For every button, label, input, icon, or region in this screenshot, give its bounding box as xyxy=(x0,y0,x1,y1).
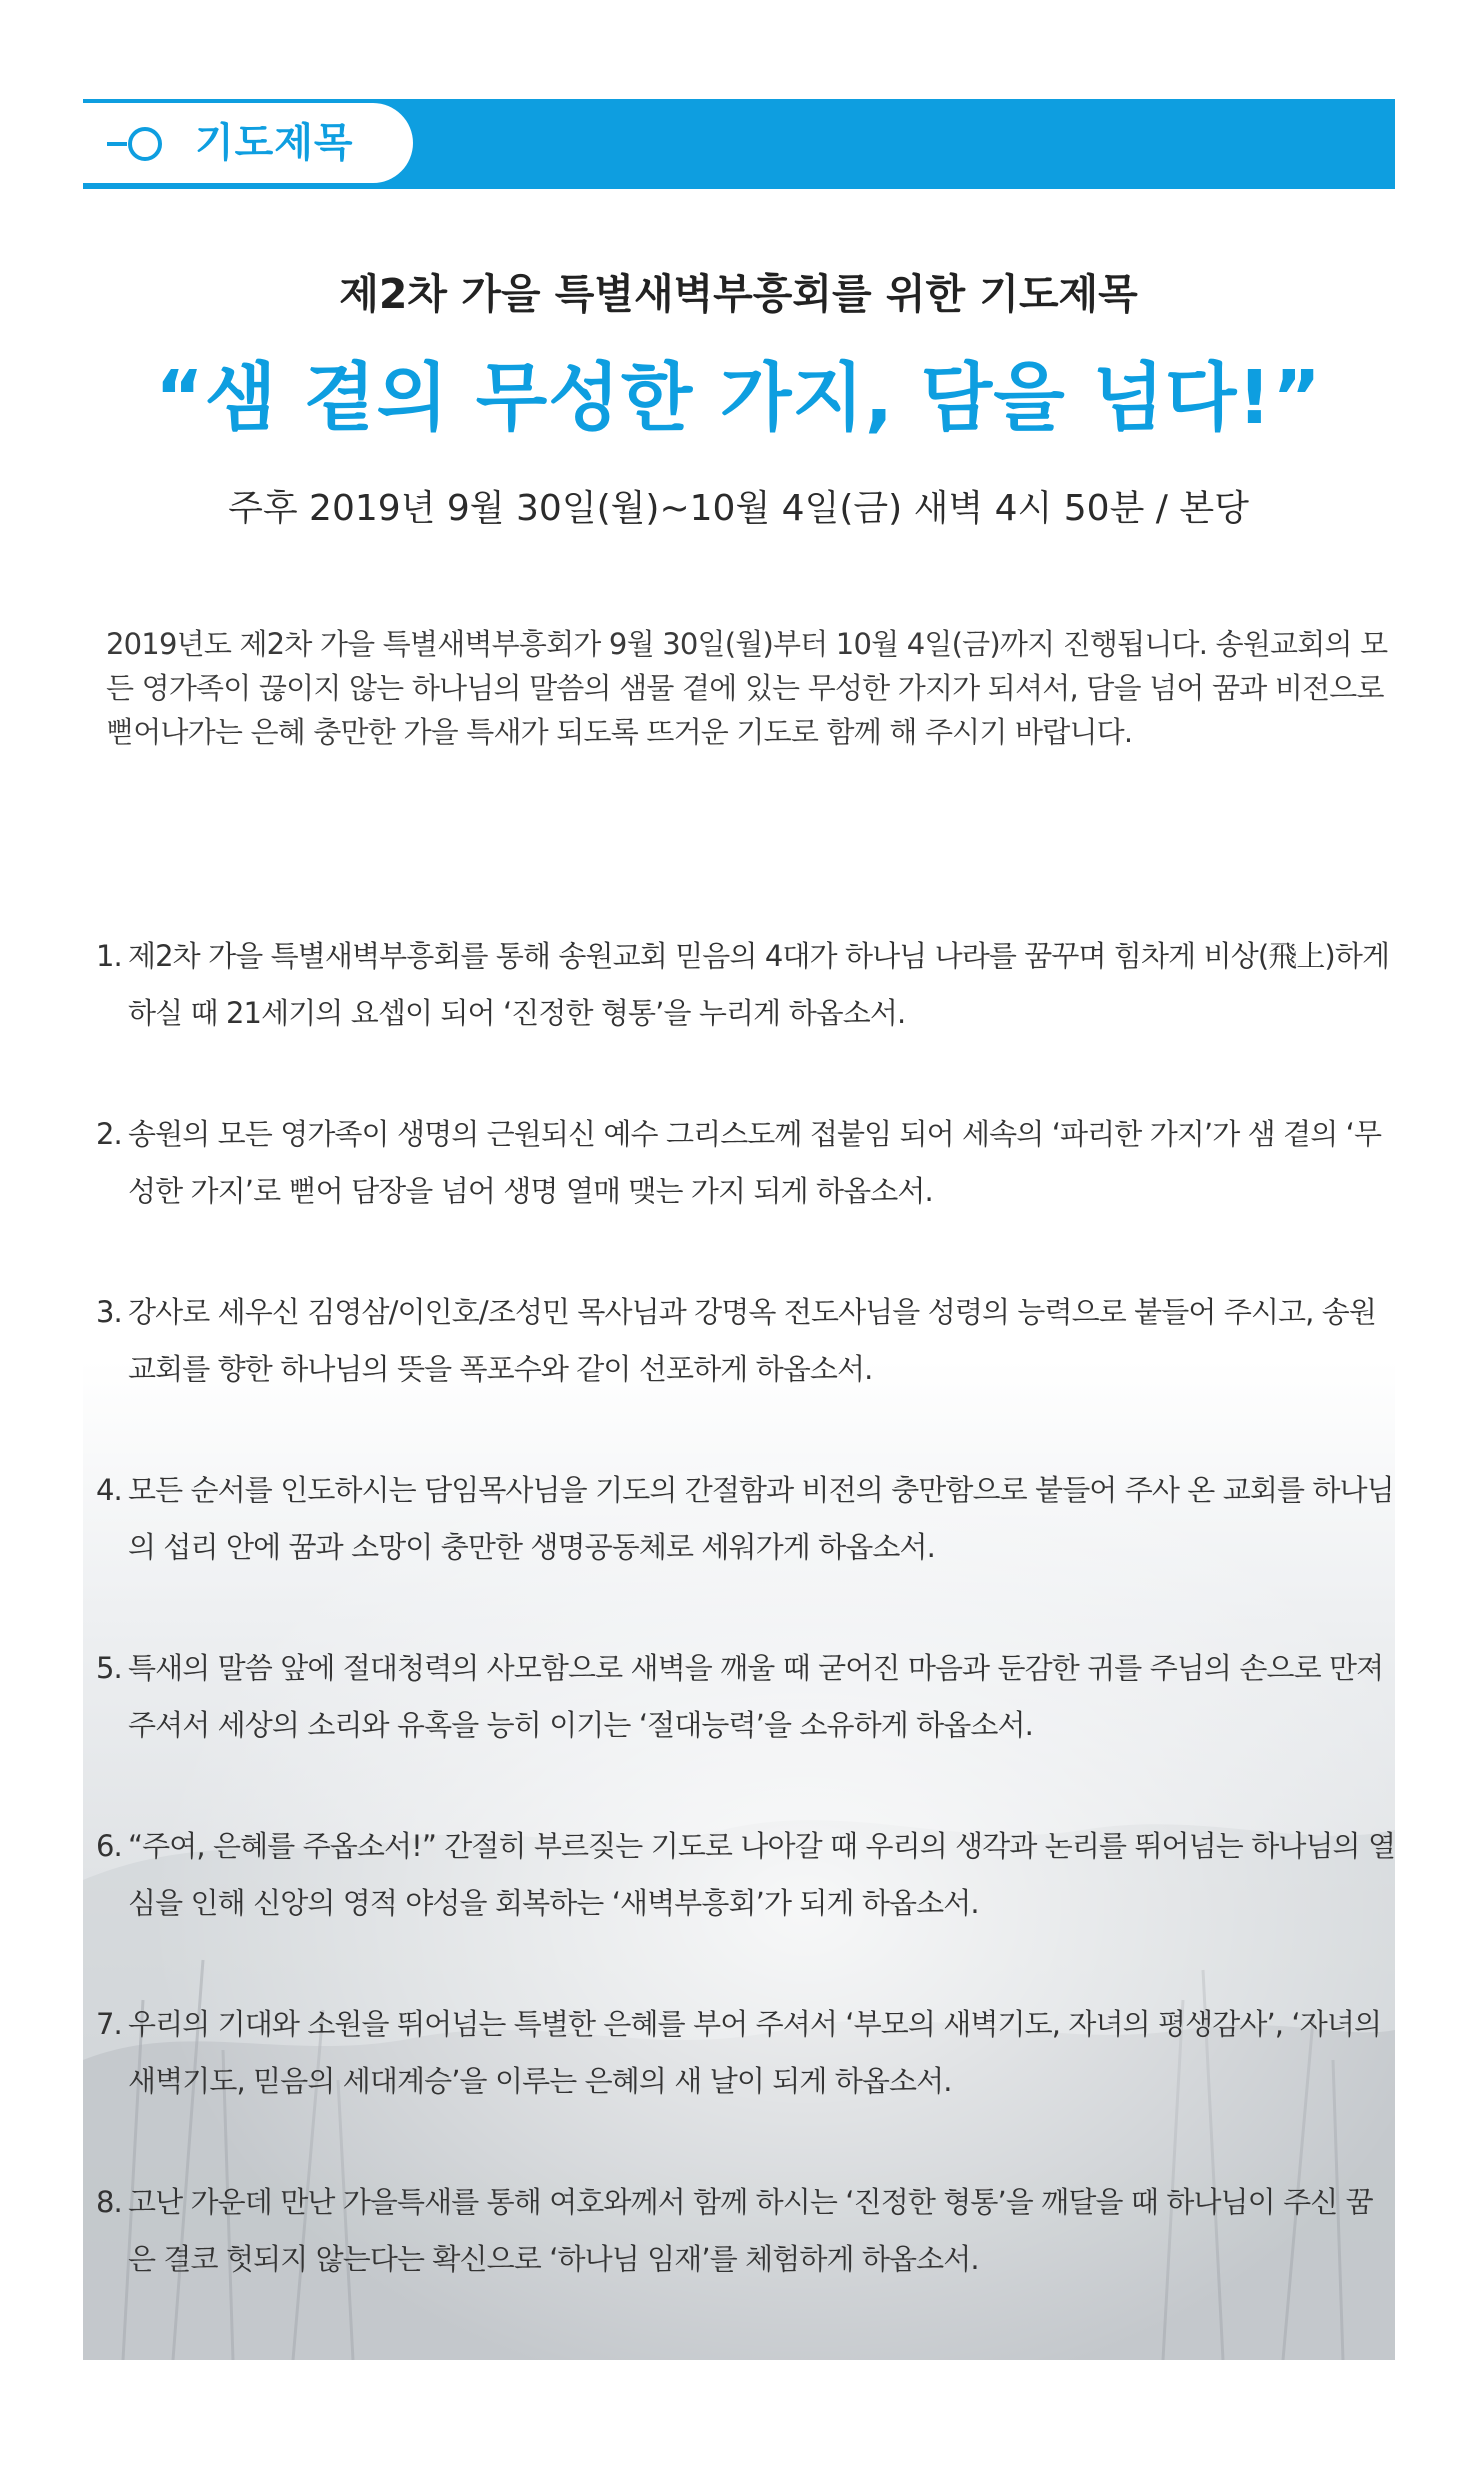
prayer-text: 강사로 세우신 김영삼/이인호/조성민 목사님과 강명옥 전도사님을 성령의 능력으로 붙들어 주시고, 송원교회를 향한 하나님의 뜻을 폭포수와 같이 선포하게 하옵소서. xyxy=(128,1295,1377,1386)
section-label: 기도제목 xyxy=(195,120,354,166)
prayer-item xyxy=(96,1462,1396,1576)
prayer-list xyxy=(96,928,1396,2352)
prayer-number: 4. xyxy=(96,1473,122,1507)
prayer-text: 송원의 모든 영가족이 생명의 근원되신 예수 그리스도께 접붙임 되어 세속의 ‘파리한 가지’가 샘 곁의 ‘무성한 가지’로 뻗어 담장을 넘어 생명 열매 맺는 가지 되게 하옵소서. xyxy=(128,1117,1382,1208)
prayer-item xyxy=(96,928,1396,1042)
prayer-text: 고난 가운데 만난 가을특새를 통해 여호와께서 함께 하시는 ‘진정한 형통’을 깨달을 때 하나님이 주신 꿈은 결코 헛되지 않는다는 확신으로 ‘하나님 임재’를 체험하게 하옵소서. xyxy=(128,2185,1373,2276)
prayer-text: 특새의 말씀 앞에 절대청력의 사모함으로 새벽을 깨울 때 굳어진 마음과 둔감한 귀를 주님의 손으로 만져 주셔서 세상의 소리와 유혹을 능히 이기는 ‘절대능력’을 소유하게 하옵소서. xyxy=(128,1651,1384,1742)
prayer-text: “주여, 은혜를 주옵소서!” 간절히 부르짖는 기도로 나아갈 때 우리의 생각과 논리를 뛰어넘는 하나님의 열심을 인해 신앙의 영적 야성을 회복하는 ‘새벽부흥회’가 되게 하옵소서. xyxy=(128,1829,1396,1920)
intro-paragraph: 2019년도 제2차 가을 특별새벽부흥회가 9월 30일(월)부터 10월 4일(금)까지 진행됩니다. 송원교회의 모든 영가족이 끊이지 않는 하나님의 말씀의 샘물 곁에 있는 무성한 가지가 되셔서, 담을 넘어 꿈과 비전으로 뻗어나가는 은혜 충만한 가을 특새가 되도록 뜨거운 기도로 함께 해 주시기 바랍니다. xyxy=(106,627,1388,749)
prayer-item xyxy=(96,1818,1396,1932)
section-label-pill xyxy=(83,103,413,183)
prayer-text: 제2차 가을 특별새벽부흥회를 통해 송원교회 믿음의 4대가 하나님 나라를 꿈꾸며 힘차게 비상(飛上)하게 하실 때 21세기의 요셉이 되어 ‘진정한 형통’을 누리게 하옵소서. xyxy=(128,939,1390,1030)
prayer-text: 우리의 기대와 소원을 뛰어넘는 특별한 은혜를 부어 주셔서 ‘부모의 새벽기도, 자녀의 평생감사’, ‘자녀의 새벽기도, 믿음의 세대계승’을 이루는 은혜의 새 날이 되게 하옵소서. xyxy=(128,2007,1382,2098)
prayer-item xyxy=(96,2174,1396,2288)
prayer-item xyxy=(96,1284,1396,1398)
event-subtitle: 제2차 가을 특별새벽부흥회를 위한 기도제목 xyxy=(339,270,1138,318)
prayer-item xyxy=(96,1640,1396,1754)
circle-pin-icon xyxy=(107,124,167,164)
prayer-number: 1. xyxy=(96,939,122,973)
prayer-number: 3. xyxy=(96,1295,122,1329)
event-schedule: 주후 2019년 9월 30일(월)~10월 4일(금) 새벽 4시 50분 / 본당 xyxy=(228,488,1249,529)
event-main-title: “샘 곁의 무성한 가지, 담을 넘다!” xyxy=(155,355,1322,441)
prayer-item xyxy=(96,1106,1396,1220)
prayer-number: 8. xyxy=(96,2185,122,2219)
prayer-item xyxy=(96,1996,1396,2110)
prayer-number: 2. xyxy=(96,1117,122,1151)
section-header-bar xyxy=(83,99,1395,189)
prayer-number: 6. xyxy=(96,1829,122,1863)
prayer-number: 7. xyxy=(96,2007,122,2041)
prayer-text: 모든 순서를 인도하시는 담임목사님을 기도의 간절함과 비전의 충만함으로 붙들어 주사 온 교회를 하나님의 섭리 안에 꿈과 소망이 충만한 생명공동체로 세워가게 하옵소서. xyxy=(128,1473,1394,1564)
prayer-number: 5. xyxy=(96,1651,122,1685)
